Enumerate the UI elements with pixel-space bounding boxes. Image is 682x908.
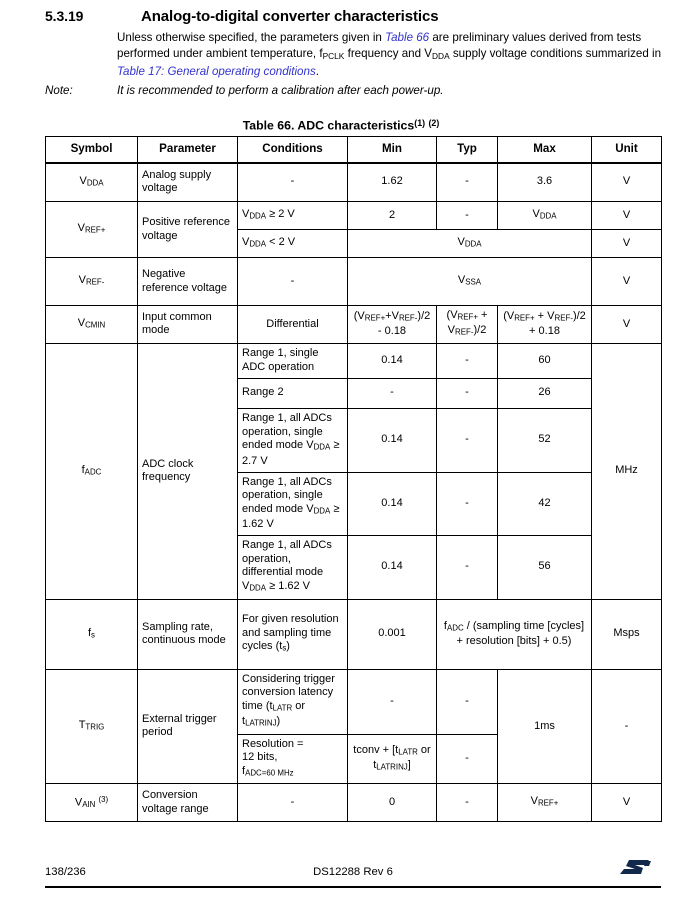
cond-subscript: DDA <box>249 239 267 249</box>
row-fadc-max-1: 60 <box>498 343 592 378</box>
merged-subscript: ADC <box>446 623 464 633</box>
symbol-base: V <box>74 796 83 809</box>
cond-v-tail: ≥ 2.7 V <box>242 439 340 467</box>
cond-line-2: 12 bits, <box>242 751 278 764</box>
row-vrefn-unit: V <box>592 258 662 306</box>
symbol-subscript: REF- <box>85 277 105 287</box>
cond-v-tail: ≥ 1.62 V <box>242 502 340 531</box>
row-ttrig-min-2 <box>348 734 437 784</box>
cond-subscript: s <box>282 643 287 653</box>
merged-base: V <box>457 235 465 248</box>
symbol-subscript: CMIN <box>85 320 106 330</box>
min-part-b: or t <box>373 743 431 771</box>
row-ttrig-conditions-1 <box>238 669 348 734</box>
section-heading <box>45 8 665 25</box>
row-vcmin-typ <box>437 306 498 344</box>
row-vain-typ: - <box>437 784 498 822</box>
row-vdda-conditions: - <box>238 163 348 202</box>
typ-part-a: (V <box>446 309 458 321</box>
cond-sub-2: LATRINJ <box>245 719 277 729</box>
header-min: Min <box>348 137 437 163</box>
row-fadc-min-1: 0.14 <box>348 343 437 378</box>
cond-tail: ) <box>276 715 281 728</box>
min-sub-2: REF- <box>398 313 418 323</box>
row-vdda-parameter: Analog supply voltage <box>138 163 238 202</box>
row-vcmin-conditions: Differential <box>238 306 348 344</box>
cond-base: V <box>242 235 250 248</box>
row-ttrig-unit: - <box>592 669 662 783</box>
adc-characteristics-table-wrapper <box>45 136 661 822</box>
row-vain-unit: V <box>592 784 662 822</box>
max-part-c: )/2 + 0.18 <box>529 309 586 338</box>
symbol-base: V <box>77 316 86 329</box>
row-ttrig-typ-2: - <box>437 734 498 784</box>
row-fadc-parameter: ADC clock frequency <box>138 343 238 599</box>
table-66-link[interactable]: Table 66 <box>385 31 430 44</box>
row-fadc-conditions-3 <box>238 408 348 472</box>
symbol-subscript: TRIG <box>85 722 105 732</box>
cond-v-base: V <box>306 439 314 452</box>
row-vdda-min: 1.62 <box>348 163 437 202</box>
typ-sub-2: REF- <box>455 328 474 338</box>
max-base: V <box>532 207 540 220</box>
row-vain-parameter: Conversion voltage range <box>138 784 238 822</box>
table-caption-text: Table 66. ADC characteristics <box>242 118 415 133</box>
table-row <box>46 258 662 306</box>
row-vrefp-max-1 <box>498 202 592 230</box>
typ-part-c: V <box>447 324 456 337</box>
cond-text: Range 1, all ADCs operation, single ended mode <box>242 475 332 515</box>
table-row <box>46 306 662 344</box>
cond-v-subscript: DDA <box>313 443 331 453</box>
note-block <box>45 84 665 97</box>
section-title: Analog-to-digital converter characteristics <box>141 8 439 25</box>
row-vcmin-min <box>348 306 437 344</box>
symbol-base: V <box>79 174 87 187</box>
table-row <box>46 163 662 202</box>
cond-line-3-base: f <box>242 764 246 777</box>
max-base: V <box>530 794 538 807</box>
cond-v-subscript: DDA <box>249 583 267 593</box>
row-fs-min: 0.001 <box>348 599 437 669</box>
intro-text-4: supply voltage conditions summarized in <box>449 47 662 61</box>
merged-subscript: DDA <box>464 239 482 249</box>
section-number: 5.3.19 <box>45 8 84 24</box>
cond-v-base: V <box>306 502 314 515</box>
cond-sub-1: LATR <box>272 703 293 713</box>
row-fadc-typ-2: - <box>437 378 498 408</box>
row-vdda-symbol <box>46 163 138 202</box>
row-fs-unit: Msps <box>592 599 662 669</box>
row-fadc-max-4: 42 <box>498 472 592 535</box>
row-vdda-typ: - <box>437 163 498 202</box>
merged-subscript: SSA <box>465 277 482 287</box>
row-fadc-typ-3: - <box>437 408 498 472</box>
cond-line-3-subscript: ADC=60 MHz <box>245 768 294 778</box>
footer-divider <box>45 886 661 888</box>
row-vdda-max: 3.6 <box>498 163 592 202</box>
typ-sub-1: REF+ <box>457 312 478 322</box>
row-vdda-unit: V <box>592 163 662 202</box>
table-caption-footnote-2: (2) <box>428 118 440 128</box>
cond-v-tail: ≥ 1.62 V <box>266 579 310 592</box>
header-conditions: Conditions <box>238 137 348 163</box>
table-header-row <box>46 137 662 163</box>
row-vrefp-conditions-2 <box>238 230 348 258</box>
row-vrefn-symbol <box>46 258 138 306</box>
document-id: DS12288 Rev 6 <box>313 866 393 878</box>
intro-paragraph <box>117 30 665 81</box>
symbol-base: V <box>77 221 85 234</box>
row-ttrig-min-1: - <box>348 669 437 734</box>
intro-text-2: are preliminary values derived from tests performed under ambient temperature, f <box>117 31 642 61</box>
row-fadc-conditions-2: Range 2 <box>238 378 348 408</box>
min-sub-2: LATRINJ <box>376 762 408 772</box>
row-vrefp-merged-value <box>348 230 592 258</box>
row-fs-conditions <box>238 599 348 669</box>
row-fadc-min-2: - <box>348 378 437 408</box>
row-vrefp-unit-1: V <box>592 202 662 230</box>
min-tail: ] <box>407 758 411 771</box>
min-part-a: tconv + [t <box>353 743 399 756</box>
row-vrefn-merged-value <box>348 258 592 306</box>
cond-text: For given resolution and sampling time cycles (t <box>242 613 339 653</box>
min-part-a: (V <box>353 309 365 322</box>
merged-base: V <box>457 273 466 286</box>
row-vcmin-unit: V <box>592 306 662 344</box>
row-fadc-min-5: 0.14 <box>348 535 437 599</box>
note-text: It is recommended to perform a calibration after each power-up. <box>117 84 444 97</box>
header-typ: Typ <box>437 137 498 163</box>
row-vcmin-max <box>498 306 592 344</box>
symbol-subscript: ADC <box>84 467 102 477</box>
row-vcmin-symbol <box>46 306 138 344</box>
table-row <box>46 202 662 230</box>
symbol-subscript: s <box>91 630 95 640</box>
header-parameter: Parameter <box>138 137 238 163</box>
symbol-base: V <box>78 273 86 286</box>
intro-text-1: Unless otherwise specified, the parameters given in <box>117 31 386 44</box>
max-subscript: DDA <box>539 211 557 221</box>
row-ttrig-typ-1: - <box>437 669 498 734</box>
cond-text: Range 1, all ADCs operation, single ended mode <box>242 412 332 452</box>
min-sub-1: LATR <box>398 747 418 757</box>
min-part-c: )/2 - 0.18 <box>377 309 431 338</box>
cond-subscript: DDA <box>249 211 267 221</box>
min-sub-1: REF+ <box>364 313 386 323</box>
table-row <box>46 784 662 822</box>
row-fadc-typ-5: - <box>437 535 498 599</box>
row-vrefp-conditions-1 <box>238 202 348 230</box>
table-caption <box>0 118 682 133</box>
cond-text: Considering trigger conversion latency time (t <box>242 672 335 712</box>
table-caption-footnote-1: (1) <box>414 118 426 128</box>
row-vrefp-unit-2: V <box>592 230 662 258</box>
symbol-footnote: (3) <box>98 795 109 805</box>
max-sub-1: REF+ <box>514 313 535 323</box>
st-logo <box>605 854 661 880</box>
row-fs-parameter: Sampling rate, continuous mode <box>138 599 238 669</box>
symbol-subscript: AIN <box>82 800 96 810</box>
table-row <box>46 669 662 734</box>
min-part-b: +V <box>385 309 399 322</box>
row-ttrig-parameter: External trigger period <box>138 669 238 783</box>
cond-tail: ≥ 2 V <box>266 207 295 220</box>
row-vrefp-typ-1: - <box>437 202 498 230</box>
cond-tail: ) <box>286 640 290 653</box>
row-vrefp-parameter: Positive reference voltage <box>138 202 238 258</box>
symbol-subscript: REF+ <box>84 225 106 235</box>
row-fadc-max-5: 56 <box>498 535 592 599</box>
row-fs-merged-value <box>437 599 592 669</box>
row-fadc-conditions-4 <box>238 472 348 535</box>
page-number: 138/236 <box>45 866 86 878</box>
row-fadc-min-4: 0.14 <box>348 472 437 535</box>
symbol-base: f <box>87 626 92 639</box>
adc-characteristics-table <box>45 136 662 822</box>
row-fs-symbol <box>46 599 138 669</box>
row-fadc-conditions-5 <box>238 535 348 599</box>
symbol-base: T <box>78 718 86 731</box>
max-sub-2: REF- <box>554 313 573 323</box>
row-ttrig-conditions-2 <box>238 734 348 784</box>
row-vrefn-conditions: - <box>238 258 348 306</box>
row-fadc-max-2: 26 <box>498 378 592 408</box>
symbol-base: f <box>81 463 85 476</box>
header-unit: Unit <box>592 137 662 163</box>
cond-tail: < 2 V <box>266 235 296 248</box>
row-vain-conditions: - <box>238 784 348 822</box>
row-vain-max <box>498 784 592 822</box>
row-fadc-symbol <box>46 343 138 599</box>
merged-part-b: / (sampling time [cycles] + resolution [bits] + 0.5) <box>456 619 585 648</box>
note-label: Note: <box>45 84 73 97</box>
table-row <box>46 343 662 378</box>
row-fadc-max-3: 52 <box>498 408 592 472</box>
merged-part-a: f <box>443 619 447 632</box>
typ-part-d: )/2 <box>473 324 487 337</box>
row-vain-min: 0 <box>348 784 437 822</box>
symbol-subscript: DDA <box>86 178 104 188</box>
cond-mid: or t <box>242 699 306 728</box>
table-row <box>46 599 662 669</box>
table-17-link[interactable]: Table 17: General operating conditions <box>117 65 316 79</box>
dda-subscript: DDA <box>432 51 450 62</box>
row-vain-symbol <box>46 784 138 822</box>
cond-v-subscript: DDA <box>313 506 331 516</box>
intro-text-3: frequency and V <box>344 47 433 61</box>
cond-text: Range 1, all ADCs operation, differential mode <box>242 539 332 579</box>
row-vcmin-parameter: Input common mode <box>138 306 238 344</box>
cond-line-1: Resolution = <box>242 737 304 750</box>
row-vrefp-min-1: 2 <box>348 202 437 230</box>
row-fadc-unit: MHz <box>592 343 662 599</box>
cond-v-base: V <box>242 579 250 592</box>
row-fadc-conditions-1: Range 1, single ADC operation <box>238 343 348 378</box>
row-vrefp-symbol <box>46 202 138 258</box>
row-ttrig-max: 1ms <box>498 669 592 783</box>
header-max: Max <box>498 137 592 163</box>
max-part-b: + V <box>534 309 555 322</box>
header-symbol: Symbol <box>46 137 138 163</box>
row-fadc-min-3: 0.14 <box>348 408 437 472</box>
max-part-a: (V <box>503 309 515 322</box>
row-fadc-typ-1: - <box>437 343 498 378</box>
row-ttrig-symbol <box>46 669 138 783</box>
row-fadc-typ-4: - <box>437 472 498 535</box>
typ-part-b: + <box>477 309 488 321</box>
intro-text-5: . <box>315 65 319 79</box>
max-subscript: REF+ <box>537 798 559 808</box>
row-vrefn-parameter: Negative reference voltage <box>138 258 238 306</box>
cond-base: V <box>242 207 250 220</box>
pclk-subscript: PCLK <box>322 51 345 62</box>
